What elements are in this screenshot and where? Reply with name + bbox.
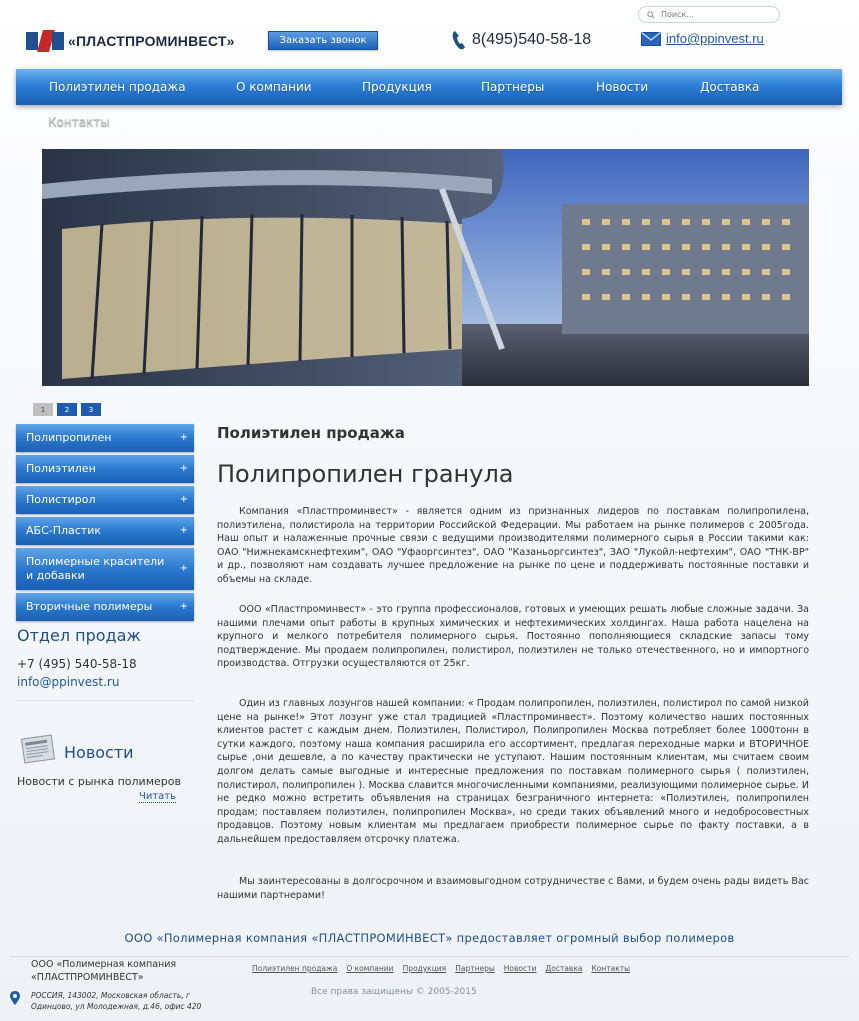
sidebar-item-label: Полиэтилен — [26, 462, 96, 475]
news-text: Новости с рынка полимеров — [17, 775, 181, 788]
envelope-icon — [641, 32, 661, 46]
sidebar-item-dyes-additives[interactable] — [16, 548, 194, 590]
expand-plus-icon[interactable]: + — [179, 601, 188, 612]
sidebar-item-label: Полимерные красители и добавки — [26, 555, 165, 582]
footer-slogan: ООО «Полимерная компания «ПЛАСТПРОМИНВЕСТ» предоставляет огромный выбор полимеров — [124, 931, 735, 945]
sidebar-item-label: Полистирол — [26, 493, 96, 506]
footer-link-news[interactable]: Новости — [503, 964, 537, 973]
main-nav — [16, 69, 842, 105]
banner-pager — [33, 403, 101, 416]
nav-item-about[interactable]: О компании — [236, 80, 312, 94]
content-paragraph-1: Компания «Пластпроминвест» - является одним из признанных лидеров по поставкам полипропилена, полиэтилена, полистирола на территории Российской Федерации. Мы работаем на рынке полимеров с 2005года. Наш опыт и налаженные прочные связи с ведущими производителями полимерного сырья в России такими как: ОАО "Нижнекамскнефтехим", ОАО "Уфаоргсинтез", ОАО "Казаньоргсинтез", ЗАО "Лукойл-нефтехим", ОАО "ТНК-ВР" и др., позволяют нам создавать лучшее предложение на рынке по цене и поддерживать постоянные поставки и объемы на складе. — [217, 506, 809, 585]
header-email-link[interactable]: info@ppinvest.ru — [666, 31, 764, 46]
content-paragraph-3: Один из главных лозунгов нашей компании: « Продам полипропилен, полиэтилен, полистирол по самой низкой цене на рынке!» Этот лозунг уже стал традицией «Пластпроминвест». Поэтому количество наших постоянных клиентов растет с каждым днем. Полиэтилен, Полистирол, Полипропилен Москва потребляет более 1000тонн в сутки каждого, поэтому наша компания расширила его ассортимент, предлагая переходные марки и ВТОРИЧНОЕ сырье ,они дешевле, а по качеству практически не уступают. Нашим постоянным клиентам, мы считаем своим долгом делать самые выгодные и интересные предложения по поставкам полимерного сырья ( полиэтилен, полистирол, полипропилен ). Москва славится многочисленными компаниями, реализующими полимерное сырье. И не редко можно встретить объявления на страницах безграничного интернета: «Полиэтилен, полипропилен продам; поставляем полиэтилен, полипропилен Москва», но среди таких объявлений много и недобросовестных продавцов. Поэтому новым клиентам мы предлагаем приобрести полимерное сырье по факту поставки, а в дальнейшем предоставляем отсрочку платежа. — [217, 698, 809, 845]
header-phone-number: 8(495)540-58-18 — [472, 31, 592, 48]
call-request-button[interactable]: Заказать звонок — [268, 31, 378, 50]
logo[interactable] — [26, 28, 236, 54]
footer-company — [31, 958, 211, 984]
sidebar-item-polyethylene[interactable] — [16, 455, 194, 483]
sidebar-divider — [16, 700, 194, 701]
sidebar-menu — [16, 424, 194, 624]
expand-plus-icon[interactable]: + — [179, 463, 188, 474]
footer-link-polyethylene-sale[interactable]: Полиэтилен продажа — [252, 964, 338, 973]
footer-link-products[interactable]: Продукция — [402, 964, 447, 973]
news-title: Новости — [64, 743, 134, 762]
footer-company-line-1: ООО «Полимерная компания — [31, 959, 177, 970]
page-subtitle: Полиэтилен продажа — [217, 424, 405, 442]
footer-address — [31, 990, 211, 1012]
footer-link-partners[interactable]: Партнеры — [455, 964, 495, 973]
pager-page-2[interactable]: 2 — [57, 403, 77, 416]
content-paragraph-4: Мы заинтересованы в долгосрочном и взаимовыгодном сотрудничестве с Вами, и будем очень рады видеть Вас нашими партнерами! — [217, 876, 809, 901]
logo-text: «ПЛАСТПРОМИНВЕСТ» — [68, 33, 235, 49]
sales-email — [17, 675, 119, 689]
phone-icon — [452, 30, 466, 50]
pager-page-3[interactable]: 3 — [81, 403, 101, 416]
sidebar-item-recycled-polymers[interactable] — [16, 593, 194, 621]
sidebar-item-label: АБС-Пластик — [26, 524, 102, 537]
map-pin-icon — [10, 990, 20, 1009]
search-box[interactable] — [638, 6, 780, 23]
expand-plus-icon[interactable]: + — [179, 525, 188, 536]
search-input[interactable] — [661, 10, 771, 19]
hero-banner-image — [42, 149, 809, 386]
page-title: Полипропилен гранула — [217, 460, 514, 488]
expand-plus-icon[interactable]: + — [179, 494, 188, 505]
nav-item-polyethylene-sale[interactable]: Полиэтилен продажа — [49, 80, 186, 94]
footer-divider — [10, 956, 849, 957]
footer-copyright: Все права защищены © 2005-2015 — [311, 987, 477, 997]
building-photo — [42, 149, 809, 386]
sidebar-item-polystyrene[interactable] — [16, 486, 194, 514]
sidebar-item-polypropylene[interactable] — [16, 424, 194, 452]
pager-page-1[interactable]: 1 — [33, 403, 53, 416]
nav-item-partners[interactable]: Партнеры — [481, 80, 545, 94]
nav-item-news[interactable]: Новости — [596, 80, 649, 94]
sidebar-item-label: Вторичные полимеры — [26, 600, 153, 613]
header-email[interactable] — [641, 31, 764, 46]
expand-plus-icon[interactable]: + — [179, 563, 188, 574]
sales-email-link[interactable]: info@ppinvest.ru — [17, 675, 120, 689]
sidebar-item-label: Полипропилен — [26, 431, 112, 444]
header-phone — [452, 30, 591, 50]
news-read-link[interactable]: Читать — [139, 791, 177, 802]
nav-item-products[interactable]: Продукция — [362, 80, 432, 94]
expand-plus-icon[interactable]: + — [179, 432, 188, 443]
newspaper-icon — [17, 733, 59, 765]
sidebar-item-abs-plastic[interactable] — [16, 517, 194, 545]
footer-address-line-2: Одинцово, ул Молодежная, д.46, офис 420 — [31, 1002, 202, 1011]
footer-link-contacts[interactable]: Контакты — [591, 964, 631, 973]
sales-dept-title: Отдел продаж — [17, 626, 141, 645]
footer-link-about[interactable]: О компании — [346, 964, 394, 973]
footer-link-delivery[interactable]: Доставка — [545, 964, 583, 973]
nav-item-contacts[interactable]: Контакты — [48, 115, 110, 129]
nav-item-delivery[interactable]: Доставка — [700, 80, 760, 94]
logo-mark-icon — [26, 30, 64, 52]
content-paragraph-2: ООО «Пластпроминвест» - это группа профессионалов, готовых и умеющих решать любые сложные задачи. За нашими плечами опыт работы в крупных химических и нефтехимических холдингах. Наша работа нацелена на крупного и мелкого потребителя полимерного сырья. Постоянно пополняющиеся складские запасы тому подтверждение. Мы продаем полипропилен, полистирол, полиэтилен не только отечественного, но и импортного производства. Отгрузки осуществляются от 25кг. — [217, 604, 809, 670]
footer-company-line-2: «ПЛАСТПРОМИНВЕСТ» — [31, 972, 144, 983]
footer-address-line-1: РОССИЯ, 143002, Московская область, г — [31, 991, 190, 1000]
sales-phone: +7 (495) 540-58-18 — [17, 657, 137, 671]
footer-links — [252, 964, 630, 973]
search-icon — [647, 11, 655, 19]
